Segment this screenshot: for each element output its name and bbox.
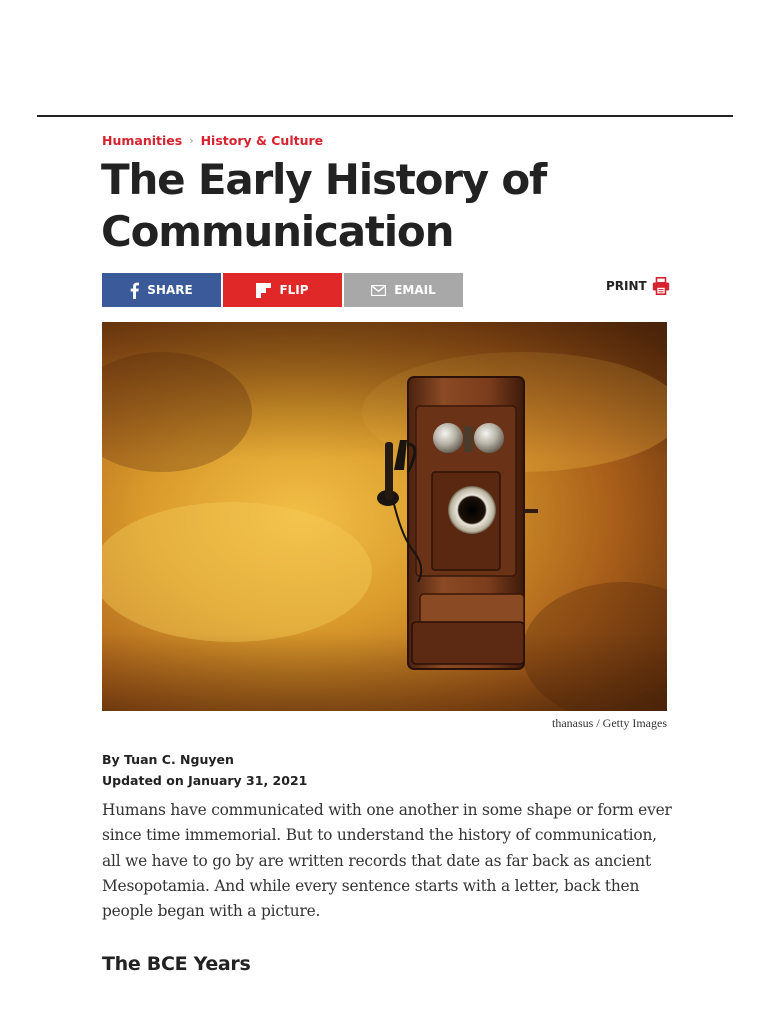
flipboard-button[interactable] [223,273,342,307]
breadcrumb [102,133,323,148]
article-title: The Early History of Communication [101,155,547,256]
facebook-icon [130,282,139,299]
breadcrumb-history-culture[interactable]: History & Culture [200,133,324,148]
flipboard-label: FLIP [279,283,309,297]
byline [102,749,307,791]
facebook-share-label: SHARE [147,283,193,297]
section-heading: The BCE Years [102,953,251,975]
email-label: EMAIL [394,283,436,297]
header-divider [37,115,733,117]
flipboard-icon [256,283,271,298]
updated-date: Updated on January 31, 2021 [102,773,308,788]
envelope-icon [371,285,386,296]
image-credit: thanasus / Getty Images [552,716,667,730]
article-intro-paragraph: Humans have communicated with one another in some shape or form ever since time immemorial. But to understand the history of communication, all we have to go by are written records that date as far back as ancient Mesopotamia. And while every sentence starts with a letter, back then people began with a picture. [102,801,672,921]
breadcrumb-separator: › [189,134,194,147]
facebook-share-button[interactable] [102,273,221,307]
share-bar [102,273,465,307]
email-button[interactable] [344,273,463,307]
print-button[interactable] [606,277,670,295]
hero-image [102,322,667,711]
author-link[interactable]: By Tuan C. Nguyen [102,752,234,767]
breadcrumb-humanities[interactable]: Humanities [102,133,183,148]
antique-wall-telephone-illustration [102,322,667,711]
print-label: PRINT [606,279,647,293]
printer-icon [652,277,670,295]
